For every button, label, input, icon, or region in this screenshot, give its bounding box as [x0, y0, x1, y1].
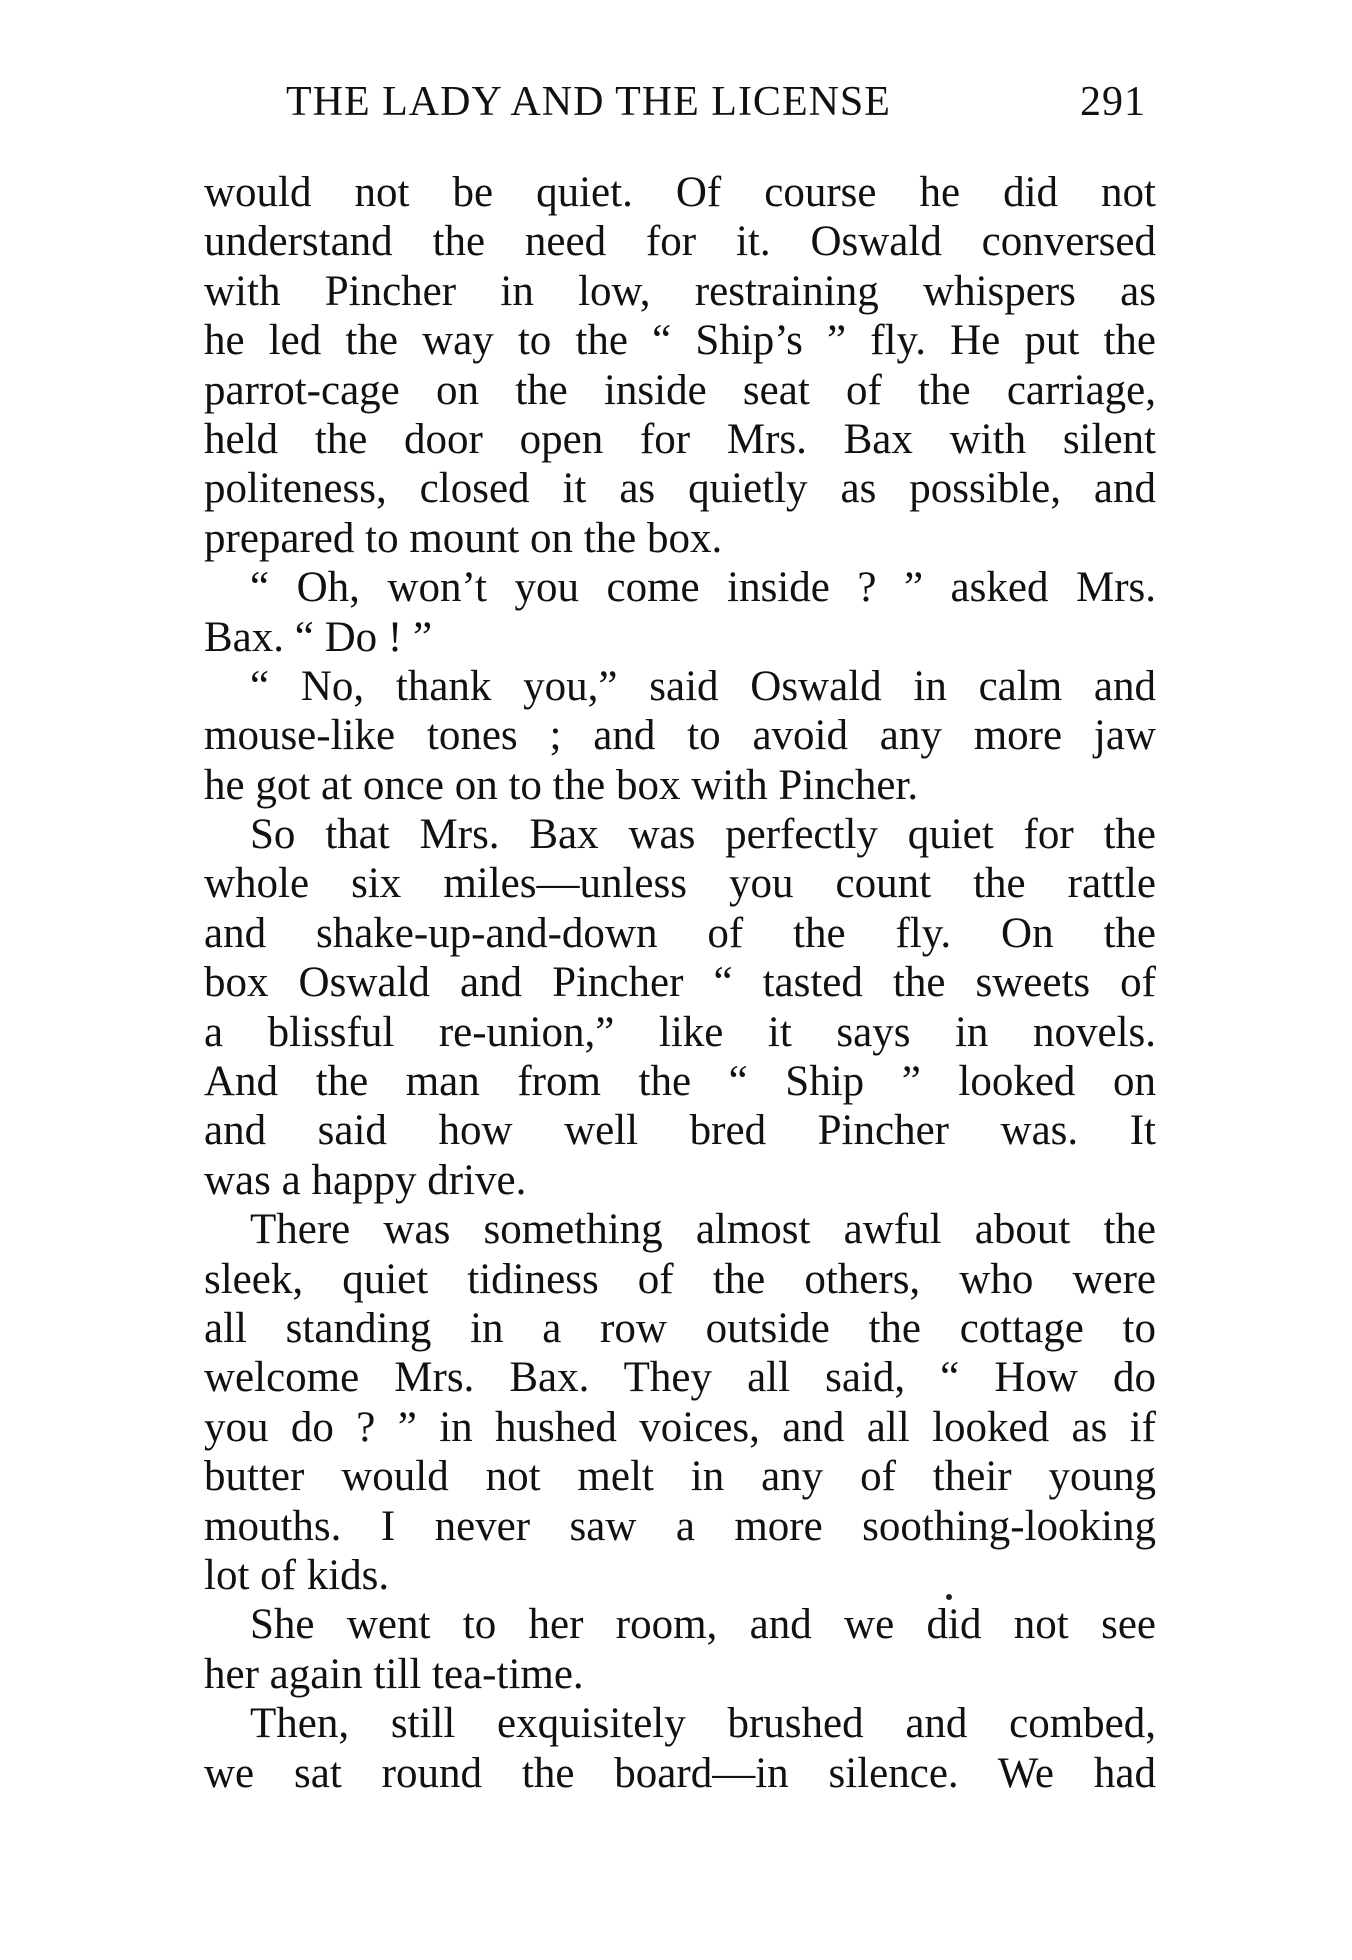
text-line: Then, still exquisitely brushed and combed,	[250, 1700, 1156, 1748]
body-text	[204, 168, 1156, 1798]
text-line: he led the way to the “ Ship’s ” fly. He put the	[204, 317, 1156, 365]
text-line: we sat round the board—in silence. We had	[204, 1749, 1156, 1797]
text-line: a blissful re-union,” like it says in novels.	[204, 1008, 1156, 1056]
text-line: prepared to mount on the box.	[204, 514, 723, 562]
text-line: lot of kids.	[204, 1551, 390, 1599]
text-line: was a happy drive.	[204, 1156, 527, 1204]
running-header	[286, 78, 1146, 126]
text-line: mouths. I never saw a more soothing-looking	[204, 1502, 1156, 1550]
text-line: and shake-up-and-down of the fly. On the	[204, 909, 1156, 957]
text-line: would not be quiet. Of course he did not	[204, 169, 1156, 216]
text-line: he got at once on to the box with Pincher.	[204, 761, 919, 809]
text-line: parrot-cage on the inside seat of the carriage,	[204, 366, 1156, 414]
text-line: her again till tea-time.	[204, 1650, 584, 1698]
text-line: understand the need for it. Oswald conversed	[204, 218, 1156, 266]
text-line: Bax. “ Do ! ”	[204, 613, 433, 661]
text-line: and said how well bred Pincher was. It	[204, 1107, 1156, 1155]
text-line: sleek, quiet tidiness of the others, who were	[204, 1255, 1156, 1303]
print-speck	[946, 1594, 952, 1600]
text-line: There was something almost awful about the	[250, 1206, 1156, 1254]
text-line: box Oswald and Pincher “ tasted the sweets of	[204, 959, 1156, 1007]
text-line: held the door open for Mrs. Bax with silent	[204, 415, 1156, 463]
text-line: butter would not melt in any of their young	[204, 1453, 1156, 1501]
text-line: “ Oh, won’t you come inside ? ” asked Mrs.	[250, 564, 1156, 612]
text-line: with Pincher in low, restraining whispers as	[204, 267, 1156, 315]
text-line: welcome Mrs. Bax. They all said, “ How do	[204, 1354, 1156, 1402]
text-line: mouse-like tones ; and to avoid any more jaw	[204, 712, 1156, 760]
text-line: politeness, closed it as quietly as possible, and	[204, 465, 1156, 513]
text-line: whole six miles—unless you count the rattle	[204, 860, 1156, 908]
text-line: “ No, thank you,” said Oswald in calm and	[250, 662, 1156, 710]
text-line: all standing in a row outside the cottage to	[204, 1304, 1156, 1352]
text-line: And the man from the “ Ship ” looked on	[204, 1058, 1156, 1106]
running-header-title: THE LADY AND THE LICENSE	[286, 79, 891, 125]
text-line: you do ? ” in hushed voices, and all looked as if	[204, 1403, 1156, 1451]
page-number: 291	[1080, 79, 1146, 125]
text-line: She went to her room, and we did not see	[250, 1601, 1156, 1649]
text-line: So that Mrs. Bax was perfectly quiet for the	[250, 811, 1156, 859]
